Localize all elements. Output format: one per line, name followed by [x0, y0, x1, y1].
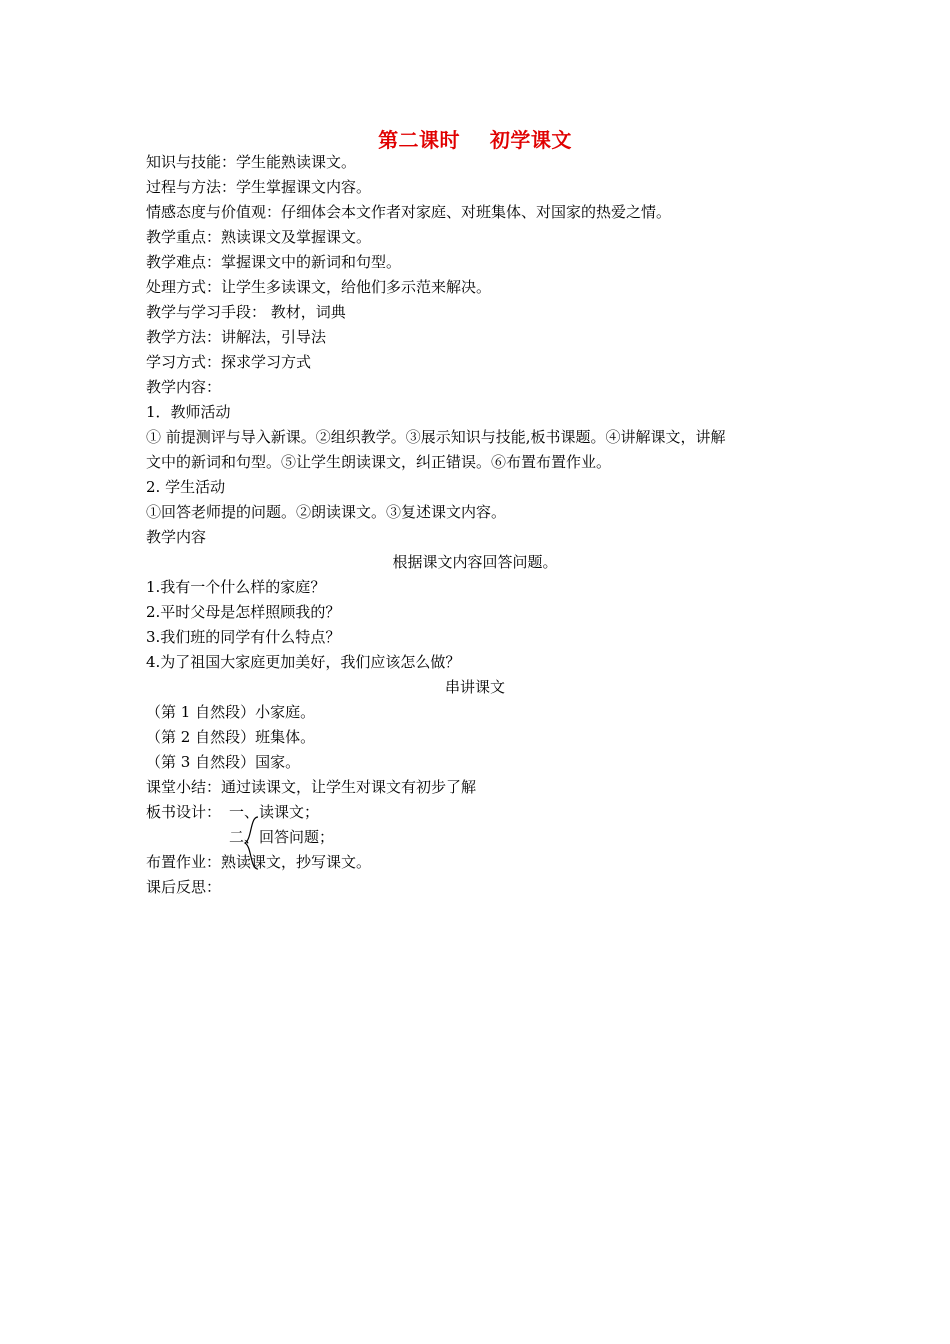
- class-summary: 课堂小结：通过读课文，让学生对课文有初步了解: [146, 778, 477, 796]
- teacher-activity-heading: 1．教师活动: [146, 403, 231, 421]
- objective-emotion: 情感态度与价值观：仔细体会本文作者对家庭、对班集体、对国家的热爱之情。: [146, 203, 672, 221]
- lecture-item: （第 1 自然段）小家庭。: [146, 703, 316, 721]
- lecture-heading: 串讲课文: [444, 678, 505, 696]
- page-title: 第二课时 初学课文: [378, 128, 572, 152]
- objective-knowledge: 知识与技能：学生能熟读课文。: [146, 153, 357, 171]
- teaching-content-label: 教学内容: [146, 528, 207, 546]
- teaching-tools: 教学与学习手段： 教材，词典: [146, 303, 346, 321]
- question-item: 3.我们班的同学有什么特点？: [146, 628, 341, 646]
- learning-method: 学习方式：探求学习方式: [146, 353, 312, 371]
- question-item: 4.为了祖国大家庭更加美好，我们应该怎么做？: [146, 653, 461, 671]
- lecture-item: （第 3 自然段）国家。: [146, 753, 301, 771]
- questions-heading: 根据课文内容回答问题。: [392, 553, 558, 571]
- question-item: 1.我有一个什么样的家庭？: [146, 578, 326, 596]
- reflection: 课后反思：: [146, 878, 222, 896]
- board-design-label: 板书设计：: [146, 803, 222, 821]
- handling: 处理方式：让学生多读课文，给他们多示范来解决。: [146, 278, 492, 296]
- question-item: 2.平时父母是怎样照顾我的？: [146, 603, 341, 621]
- difficulty: 教学难点：掌握课文中的新词和句型。: [146, 253, 402, 271]
- student-activity-heading: 2. 学生活动: [146, 478, 226, 496]
- student-activity-line-1: ①回答老师提的问题。②朗读课文。③复述课文内容。: [146, 503, 507, 521]
- key-point: 教学重点：熟读课文及掌握课文。: [146, 228, 372, 246]
- objective-process: 过程与方法：学生掌握课文内容。: [146, 178, 372, 196]
- board-item-1: 一、读课文；: [229, 803, 320, 821]
- lecture-item: （第 2 自然段）班集体。: [146, 728, 316, 746]
- teaching-method: 教学方法：讲解法，引导法: [146, 328, 327, 346]
- content-heading: 教学内容：: [146, 378, 222, 396]
- teacher-activity-line-2: 文中的新词和句型。⑤让学生朗读课文，纠正错误。⑥布置布置作业。: [146, 453, 612, 471]
- board-item-2: 二、回答问题；: [229, 828, 335, 846]
- homework: 布置作业：熟读课文，抄写课文。: [146, 853, 372, 871]
- teacher-activity-line-1: ① 前提测评与导入新课。②组织教学。③展示知识与技能,板书课题。④讲解课文，讲解: [146, 428, 726, 446]
